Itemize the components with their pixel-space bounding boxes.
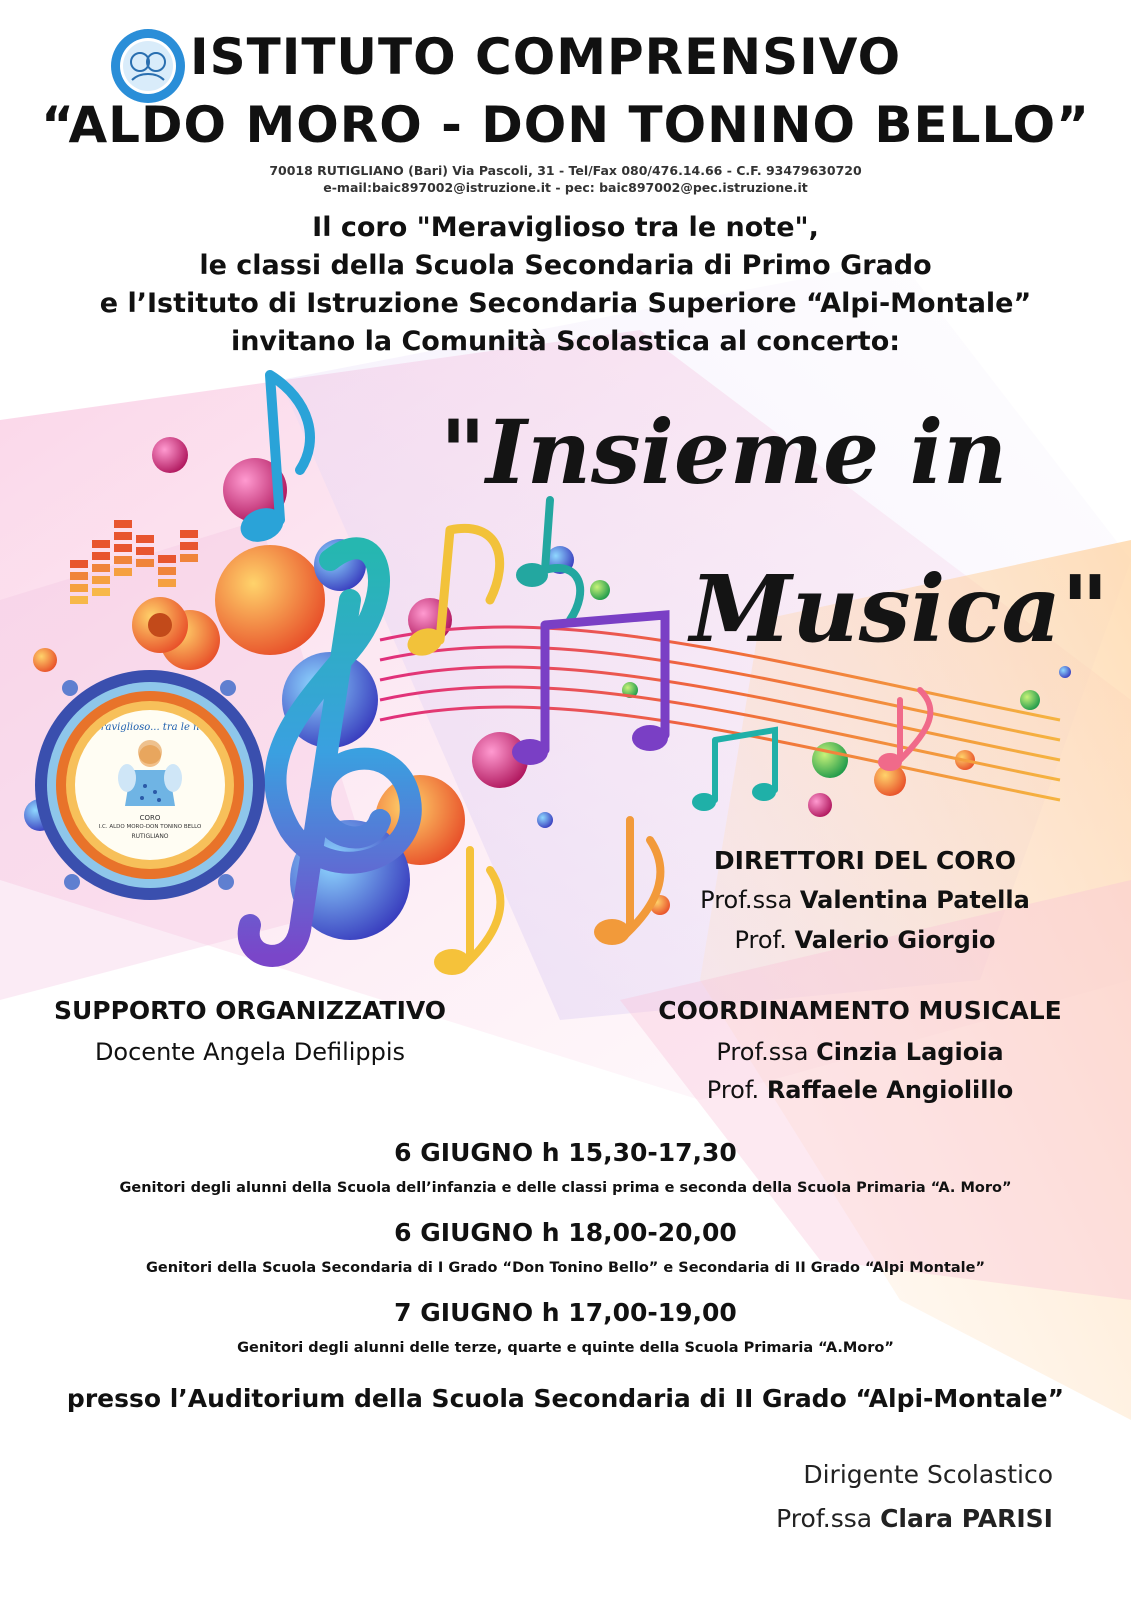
page-title-line1: ISTITUTO COMPRENSIVO	[190, 28, 902, 86]
venue: presso l’Auditorium della Scuola Secondaria di II Grado “Alpi-Montale”	[66, 1384, 1065, 1413]
coordinator-1	[620, 1038, 1100, 1066]
schedule-date-3: 7 GIUGNO h 17,00-19,00	[394, 1298, 737, 1327]
schedule-audience-2: Genitori della Scuola Secondaria di I Grado “Don Tonino Bello” e Secondaria di II Grado “Alpi Montale”	[146, 1260, 985, 1276]
coordination-heading: COORDINAMENTO MUSICALE	[658, 996, 1062, 1025]
school-address: 70018 RUTIGLIANO (Bari) Via Pascoli, 31 - Tel/Fax 080/476.14.66 - C.F. 93479630720	[269, 163, 862, 178]
choir-badge	[75, 710, 225, 860]
director-1-title: Prof.ssa	[700, 886, 800, 914]
angel-figure	[117, 740, 183, 810]
director-1	[650, 886, 1080, 914]
intro-line4: invitano la Comunità Scolastica al concerto:	[230, 326, 901, 357]
signature-person: Clara PARISI	[880, 1504, 1053, 1533]
badge-bottom-line3: RUTIGLIANO	[131, 833, 169, 840]
signature-role: Dirigente Scolastico	[803, 1460, 1053, 1489]
director-2-title: Prof.	[734, 926, 795, 954]
page-title-line2: “ALDO MORO - DON TONINO BELLO”	[41, 96, 1090, 154]
signature-name	[776, 1504, 1053, 1533]
intro-line2: le classi della Scuola Secondaria di Primo Grado	[199, 250, 932, 281]
coordinator-2	[620, 1076, 1100, 1104]
coordinator-2-title: Prof.	[706, 1076, 767, 1104]
director-1-name: Valentina Patella	[799, 886, 1030, 914]
schedule-audience-1: Genitori degli alunni della Scuola dell’infanzia e delle classi prima e seconda della Scuola Primaria “A. Moro”	[119, 1180, 1012, 1196]
signature-title: Prof.ssa	[776, 1504, 881, 1533]
intro-line1: Il coro "Meraviglioso tra le note",	[312, 212, 819, 243]
schedule-audience-3: Genitori degli alunni delle terze, quarte e quinte della Scuola Primaria “A.Moro”	[237, 1340, 894, 1356]
school-logo	[110, 28, 186, 104]
school-contacts: e-mail:baic897002@istruzione.it - pec: baic897002@pec.istruzione.it	[323, 180, 808, 195]
support-person: Docente Angela Defilippis	[94, 1038, 406, 1066]
coordinator-1-title: Prof.ssa	[716, 1038, 817, 1066]
badge-bottom-line1: CORO	[139, 814, 161, 822]
badge-bottom-line2: I.C. ALDO MORO-DON TONINO BELLO	[98, 824, 202, 830]
badge-top-text: Meraviglioso... tra le note	[84, 722, 216, 733]
directors-heading: DIRETTORI DEL CORO	[713, 846, 1017, 875]
event-title-line2: Musica"	[690, 555, 1110, 663]
event-title-line1: "Insieme in	[440, 400, 1008, 504]
coordinator-2-name: Raffaele Angiolillo	[766, 1076, 1014, 1104]
schedule-date-1: 6 GIUGNO h 15,30-17,30	[394, 1138, 737, 1167]
director-2	[650, 926, 1080, 954]
coordinator-1-name: Cinzia Lagioia	[816, 1038, 1004, 1066]
support-heading: SUPPORTO ORGANIZZATIVO	[53, 996, 447, 1025]
equalizer-bars	[70, 520, 198, 604]
director-2-name: Valerio Giorgio	[794, 926, 996, 954]
intro-line3: e l’Istituto di Istruzione Secondaria Superiore “Alpi-Montale”	[99, 288, 1032, 319]
schedule-date-2: 6 GIUGNO h 18,00-20,00	[394, 1218, 737, 1247]
